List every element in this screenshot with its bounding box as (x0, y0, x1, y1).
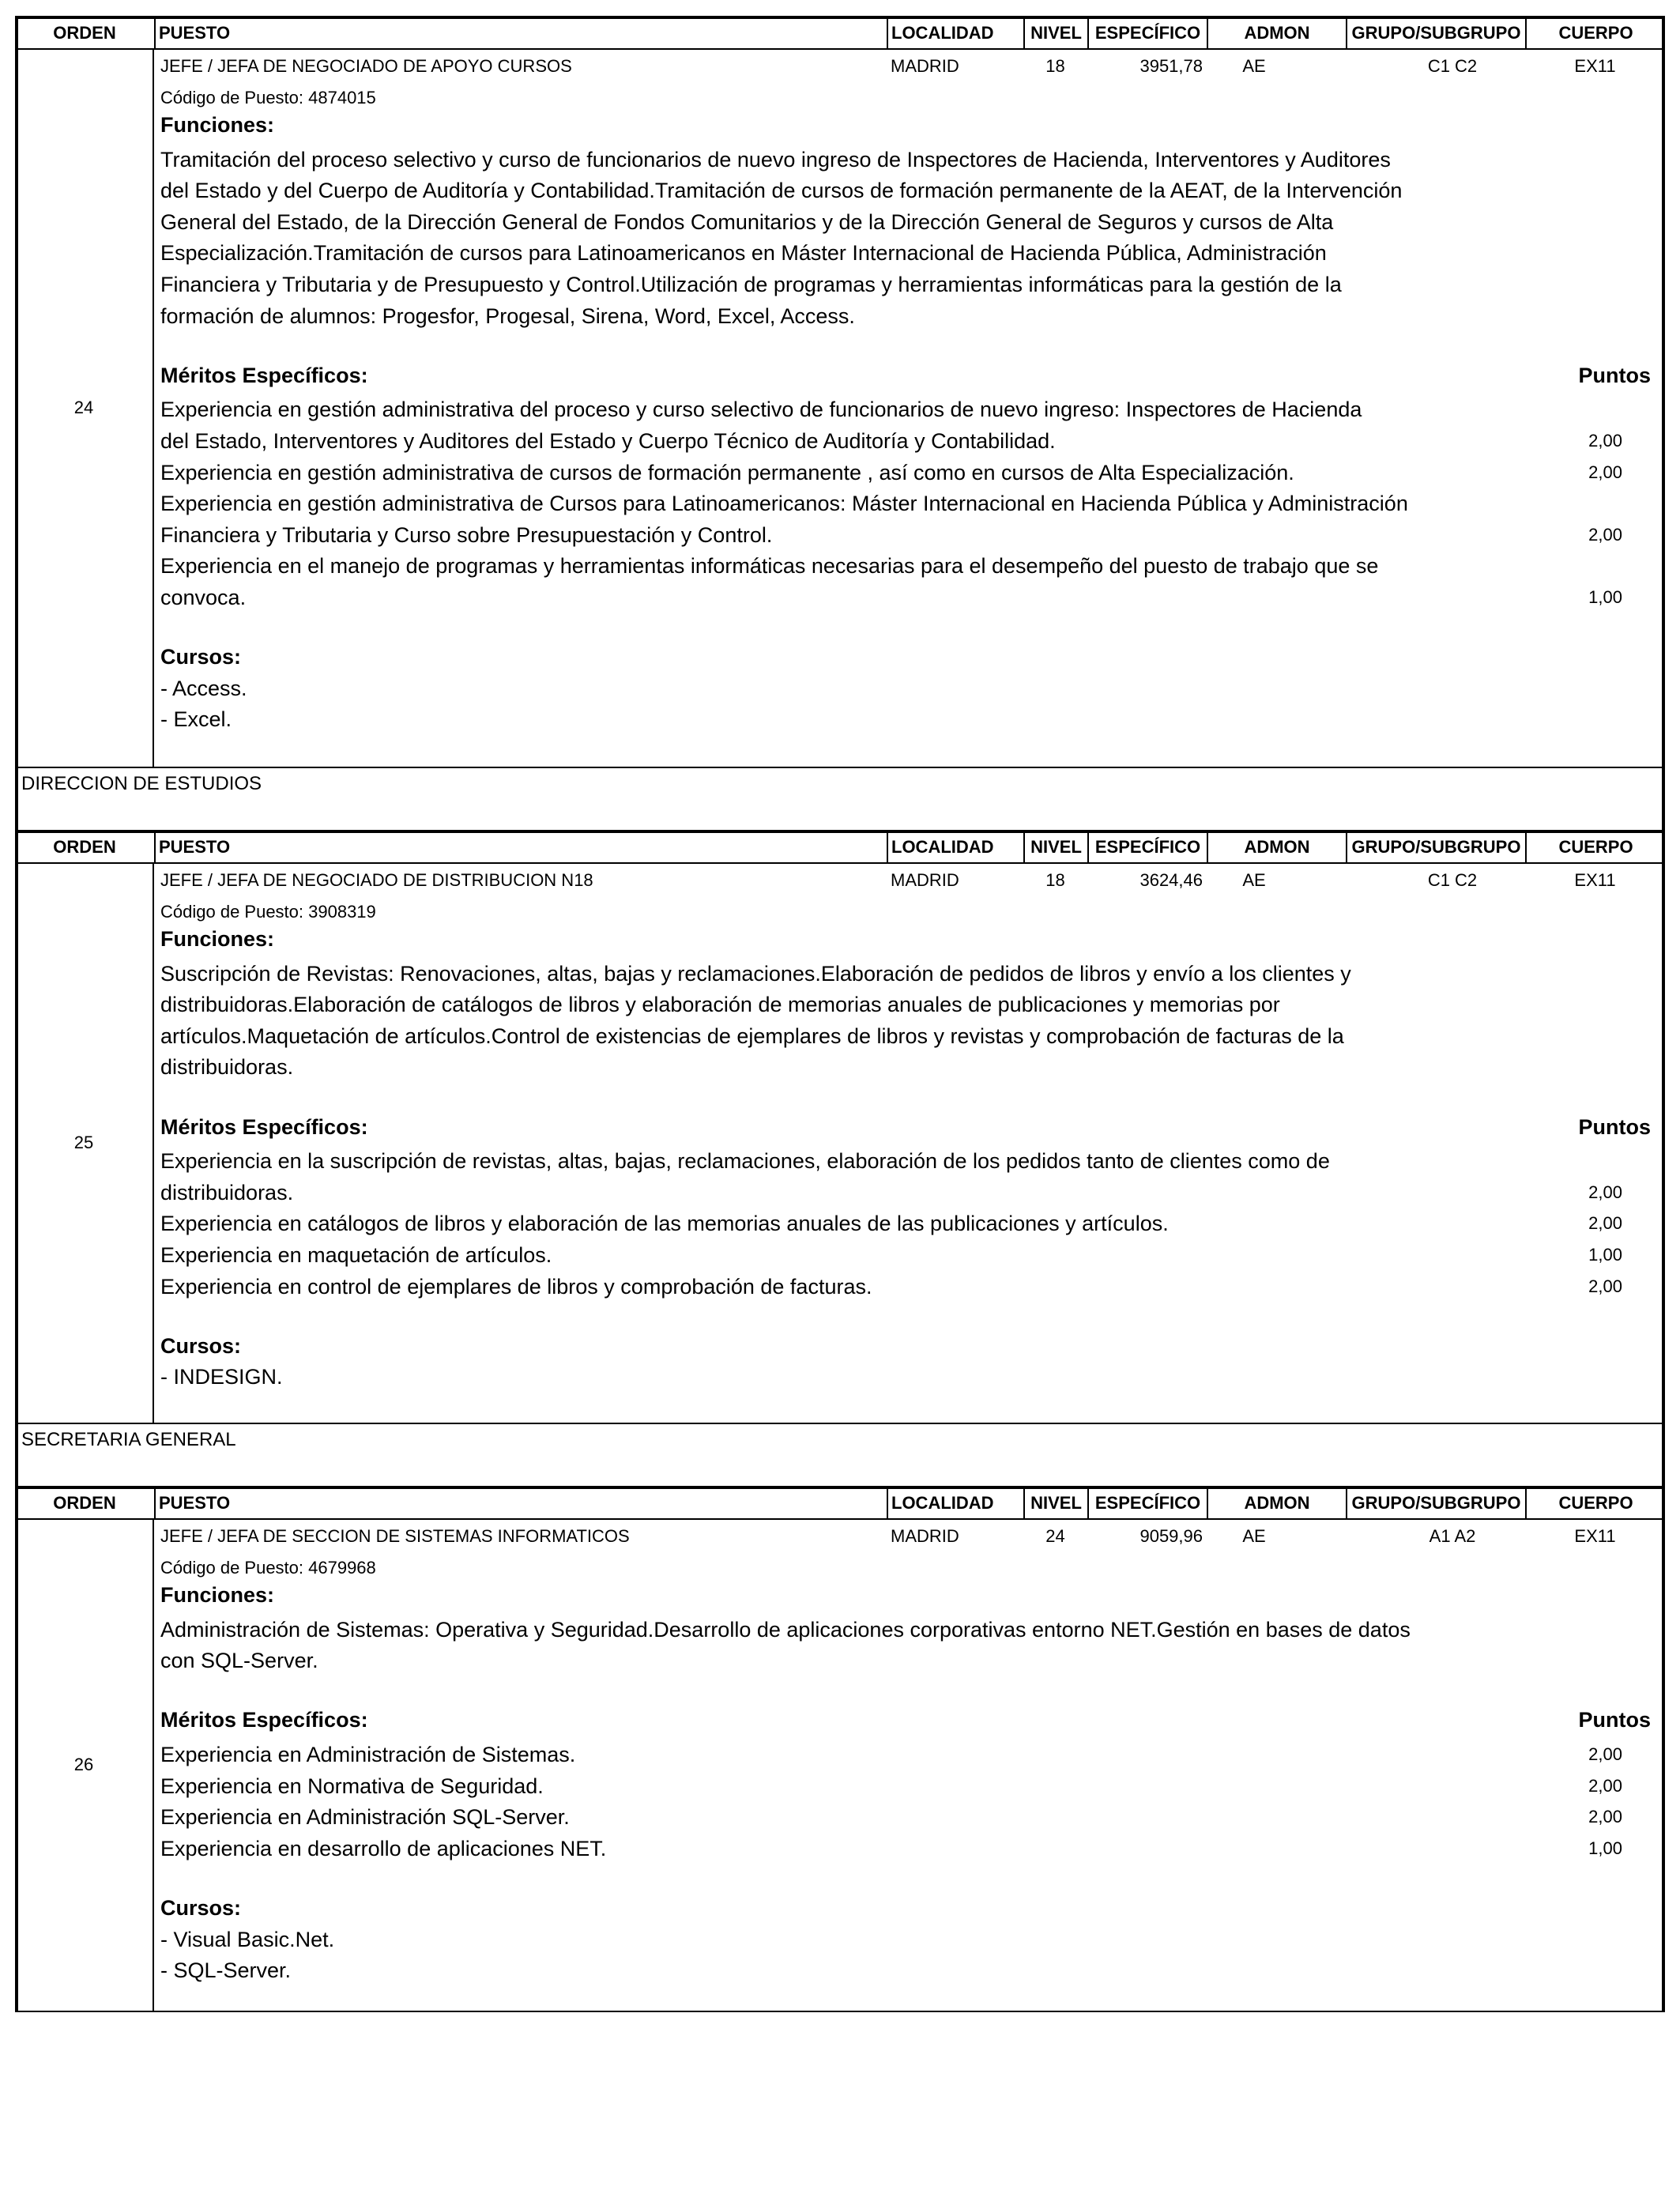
column-header-row (15, 17, 1665, 48)
especifico-value: 3624,46 (1139, 870, 1203, 890)
header-nivel: NIVEL (1023, 17, 1087, 48)
left-border (15, 16, 18, 768)
curso-item: - Access. (160, 676, 247, 700)
header-puesto: PUESTO (154, 17, 887, 48)
header-puesto: PUESTO (154, 831, 887, 862)
merito-line: Experiencia en Administración de Sistemas. (160, 1743, 576, 1766)
header-cuerpo: CUERPO (1525, 1487, 1665, 1518)
orden-column-divider (153, 1520, 154, 2011)
merito-puntos: 2,00 (1588, 431, 1622, 450)
funciones-line: Administración de Sistemas: Operativa y Seguridad.Desarrollo de aplicaciones corporativas entorno NET.Gestión en bases de datos (160, 1617, 1411, 1642)
admon-value: AE (1242, 1526, 1266, 1546)
merito-puntos: 2,00 (1588, 1182, 1622, 1202)
funciones-line: del Estado y del Cuerpo de Auditoría y Contabilidad.Tramitación de cursos de formación permanente de la AEAT, de la Intervención (160, 179, 1403, 203)
dept-right-border (1662, 1423, 1665, 1487)
meritos-label: Méritos Específicos: (160, 363, 368, 387)
puesto-title: JEFE / JEFA DE SECCION DE SISTEMAS INFORMATICOS (160, 1526, 630, 1546)
orden-column-divider (153, 50, 154, 767)
header-orden: ORDEN (53, 23, 116, 43)
admon-value: AE (1242, 870, 1266, 890)
puntos-label: Puntos (1578, 1708, 1651, 1732)
merito-puntos: 2,00 (1588, 1276, 1622, 1296)
header-grupo: GRUPO/SUBGRUPO (1346, 831, 1525, 862)
meritos-label: Méritos Específicos: (160, 1114, 368, 1139)
left-border (15, 830, 18, 1424)
puesto-title: JEFE / JEFA DE NEGOCIADO DE DISTRIBUCION N18 (160, 870, 593, 890)
header-nivel: NIVEL (1023, 831, 1087, 862)
column-header-row (15, 1487, 1665, 1518)
funciones-line: Suscripción de Revistas: Renovaciones, altas, bajas y reclamaciones.Elaboración de pedidos de libros y envío a los clientes y (160, 961, 1351, 986)
merito-puntos: 2,00 (1588, 1807, 1622, 1827)
funciones-line: General del Estado, de la Dirección General de Fondos Comunitarios y de la Dirección General de Seguros y cursos de Alta (160, 209, 1334, 234)
funciones-line: formación de alumnos: Progesfor, Progesal, Sirena, Word, Excel, Access. (160, 303, 855, 328)
merito-puntos: 2,00 (1588, 1213, 1622, 1234)
header-admon: ADMON (1207, 17, 1346, 48)
box-bottom-rule (15, 2011, 1665, 2012)
box-bottom-rule (15, 767, 1665, 768)
merito-puntos: 1,00 (1588, 1838, 1622, 1858)
cursos-label: Cursos: (160, 645, 242, 669)
header-bottom-rule (15, 862, 1665, 864)
cuerpo-value: EX11 (1574, 56, 1616, 76)
merito-puntos: 1,00 (1588, 587, 1622, 607)
merito-puntos: 2,00 (1588, 524, 1622, 545)
localidad-value: MADRID (891, 1526, 959, 1546)
column-header-row (15, 831, 1665, 862)
merito-line: Experiencia en control de ejemplares de libros y comprobación de facturas. (160, 1274, 872, 1299)
merito-line: Experiencia en maquetación de artículos. (160, 1243, 552, 1267)
codigo-puesto: Código de Puesto: 4874015 (160, 88, 376, 107)
curso-item: - Excel. (160, 707, 232, 732)
merito-puntos: 2,00 (1588, 462, 1622, 482)
nivel-value: 18 (1045, 870, 1065, 890)
merito-line: Experiencia en desarrollo de aplicaciones NET. (160, 1836, 607, 1860)
especifico-value: 9059,96 (1139, 1526, 1203, 1546)
header-grupo: GRUPO/SUBGRUPO (1346, 1487, 1525, 1518)
header-especifico: ESPECÍFICO (1087, 1487, 1207, 1518)
header-grupo: GRUPO/SUBGRUPO (1346, 17, 1525, 48)
admon-value: AE (1242, 56, 1266, 76)
codigo-puesto: Código de Puesto: 3908319 (160, 902, 376, 922)
header-puesto: PUESTO (154, 1487, 887, 1518)
header-bottom-rule (15, 1518, 1665, 1520)
puntos-label: Puntos (1578, 363, 1651, 387)
funciones-line: Tramitación del proceso selectivo y curso de funcionarios de nuevo ingreso de Inspectores de Hacienda, Interventores y Auditores (160, 147, 1391, 172)
cursos-label: Cursos: (160, 1333, 242, 1358)
merito-line: Experiencia en gestión administrativa de cursos de formación permanente , así como en cursos de Alta Especialización. (160, 460, 1294, 484)
orden-column-divider (153, 864, 154, 1423)
right-border (1662, 16, 1665, 768)
header-localidad: LOCALIDAD (887, 831, 1023, 862)
merito-puntos: 2,00 (1588, 1744, 1622, 1764)
especifico-value: 3951,78 (1139, 56, 1203, 76)
header-cuerpo: CUERPO (1525, 831, 1665, 862)
department-name: SECRETARIA GENERAL (21, 1429, 236, 1450)
nivel-value: 24 (1045, 1526, 1065, 1546)
merito-line: Experiencia en catálogos de libros y elaboración de las memorias anuales de las publicaciones y artículos. (160, 1212, 1169, 1236)
header-bottom-rule (15, 48, 1665, 50)
localidad-value: MADRID (891, 870, 959, 890)
merito-puntos: 2,00 (1588, 1775, 1622, 1796)
funciones-line: distribuidoras.Elaboración de catálogos de libros y elaboración de memorias anuales de publicaciones y memorias por (160, 993, 1280, 1017)
merito-puntos: 1,00 (1588, 1245, 1622, 1265)
orden-number: 25 (73, 1132, 94, 1152)
merito-line: Financiera y Tributaria y Curso sobre Presupuestación y Control. (160, 522, 773, 547)
header-especifico: ESPECÍFICO (1087, 17, 1207, 48)
header-cuerpo: CUERPO (1525, 17, 1665, 48)
dept-left-border (15, 767, 18, 831)
orden-number: 26 (73, 1754, 94, 1774)
merito-line: convoca. (160, 586, 247, 609)
header-localidad: LOCALIDAD (887, 17, 1023, 48)
header-admon: ADMON (1207, 1487, 1346, 1518)
department-name: DIRECCION DE ESTUDIOS (21, 773, 262, 794)
header-admon: ADMON (1207, 831, 1346, 862)
left-border (15, 1486, 18, 2012)
meritos-label: Méritos Específicos: (160, 1708, 368, 1732)
localidad-value: MADRID (891, 56, 959, 76)
funciones-line: Especialización.Tramitación de cursos para Latinoamericanos en Máster Internacional de Hacienda Pública, Administración (160, 241, 1327, 266)
funciones-label: Funciones: (160, 927, 275, 951)
right-border (1662, 1486, 1665, 2012)
header-localidad: LOCALIDAD (887, 1487, 1023, 1518)
merito-line: distribuidoras. (160, 1180, 294, 1204)
header-nivel: NIVEL (1023, 1487, 1087, 1518)
box-bottom-rule (15, 1423, 1665, 1424)
nivel-value: 18 (1045, 56, 1065, 76)
funciones-label: Funciones: (160, 1583, 275, 1607)
cursos-label: Cursos: (160, 1896, 242, 1920)
funciones-line: artículos.Maquetación de artículos.Control de existencias de ejemplares de libros y revistas y comprobación de facturas de la (160, 1023, 1344, 1048)
merito-line: Experiencia en el manejo de programas y herramientas informáticas necesarias para el desempeño del puesto de trabajo que se (160, 554, 1379, 579)
header-orden: ORDEN (53, 1493, 116, 1513)
header-especifico: ESPECÍFICO (1087, 831, 1207, 862)
dept-left-border (15, 1423, 18, 1487)
curso-item: - INDESIGN. (160, 1365, 283, 1389)
grupo-value: A1 A2 (1429, 1526, 1476, 1546)
merito-line: del Estado, Interventores y Auditores del Estado y Cuerpo Técnico de Auditoría y Contabilidad. (160, 429, 1056, 453)
funciones-line: Financiera y Tributaria y de Presupuesto y Control.Utilización de programas y herramientas informáticas para la gestión de la (160, 273, 1342, 296)
right-border (1662, 830, 1665, 1424)
merito-line: Experiencia en gestión administrativa del proceso y curso selectivo de funcionarios de nuevo ingreso: Inspectores de Hacienda (160, 398, 1362, 422)
dept-right-border (1662, 767, 1665, 831)
curso-item: - Visual Basic.Net. (160, 1927, 335, 1951)
puntos-label: Puntos (1578, 1114, 1651, 1139)
merito-line: Experiencia en Administración SQL-Server. (160, 1805, 570, 1830)
merito-line: Experiencia en gestión administrativa de Cursos para Latinoamericanos: Máster Internacional en Hacienda Pública y Administración (160, 492, 1408, 516)
codigo-puesto: Código de Puesto: 4679968 (160, 1558, 376, 1578)
orden-number: 24 (73, 397, 94, 417)
cuerpo-value: EX11 (1574, 870, 1616, 890)
funciones-label: Funciones: (160, 113, 275, 137)
header-orden: ORDEN (53, 837, 116, 857)
curso-item: - SQL-Server. (160, 1958, 292, 1983)
cuerpo-value: EX11 (1574, 1526, 1616, 1546)
grupo-value: C1 C2 (1427, 870, 1478, 890)
puesto-title: JEFE / JEFA DE NEGOCIADO DE APOYO CURSOS (160, 56, 572, 76)
grupo-value: C1 C2 (1427, 56, 1478, 76)
merito-line: Experiencia en la suscripción de revistas, altas, bajas, reclamaciones, elaboración de los pedidos tanto de clientes como de (160, 1149, 1330, 1174)
funciones-line: distribuidoras. (160, 1055, 294, 1080)
funciones-line: con SQL-Server. (160, 1649, 318, 1673)
merito-line: Experiencia en Normativa de Seguridad. (160, 1774, 544, 1798)
